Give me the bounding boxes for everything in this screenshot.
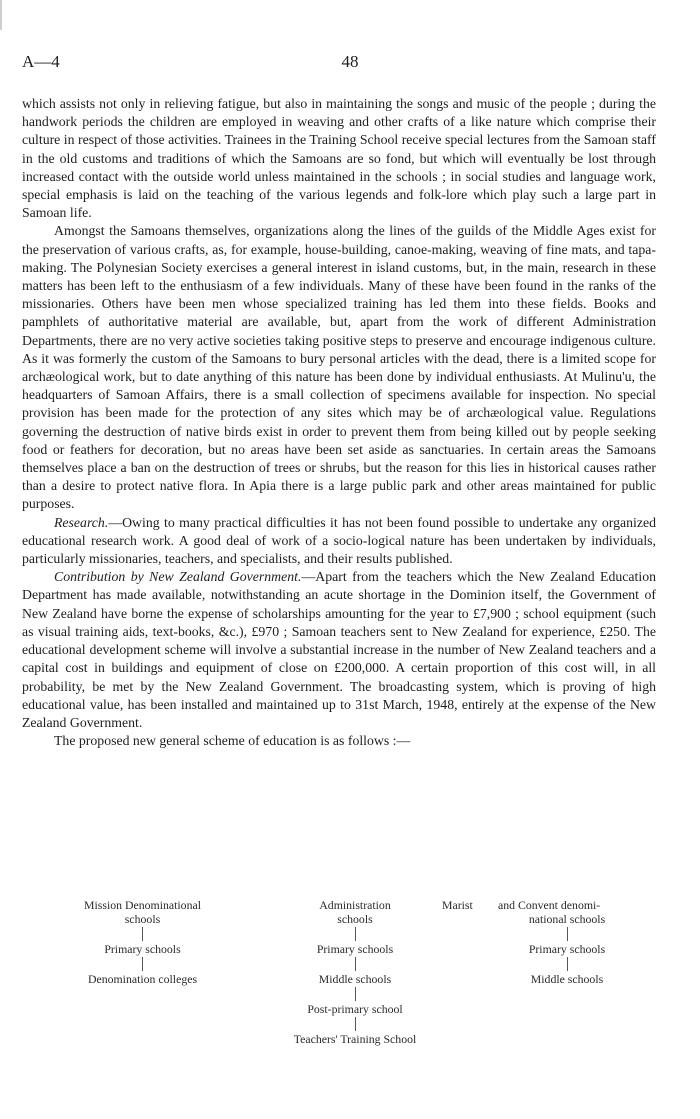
paragraph-research bbox=[22, 514, 656, 569]
education-scheme-diagram bbox=[22, 898, 656, 1048]
body-text bbox=[22, 95, 656, 750]
paragraph-lead-research: Research. bbox=[54, 514, 109, 530]
connector-line bbox=[567, 927, 568, 941]
mission-denomination-colleges: Denomination colleges bbox=[87, 972, 198, 986]
administration-post-primary-school: Post-primary school bbox=[307, 1002, 403, 1016]
mission-head-line1: Mission Denominational bbox=[84, 898, 201, 912]
paragraph-scheme-intro bbox=[22, 732, 656, 750]
marist-column bbox=[442, 898, 652, 986]
administration-column bbox=[250, 898, 460, 1046]
marist-primary-schools: Primary schools bbox=[528, 942, 606, 956]
paragraph-text: —Owing to many practical difficulties it has not been found possible to undertake any organized educational research work. A good deal of work of a socio-logical nature has been undertaken by individuals, particularly missionaries, teachers, and specialists, and their results published. bbox=[22, 514, 656, 567]
administration-head: Administration bbox=[319, 898, 391, 912]
marist-head-a: Marist bbox=[442, 898, 473, 912]
administration-middle-schools: Middle schools bbox=[318, 972, 392, 986]
connector-line bbox=[142, 927, 143, 941]
paragraph-text: which assists not only in relieving fatigue, but also in maintaining the songs and music of the people ; during the handwork periods the children are employed in weaving and other crafts of a like nature which comprise their culture in respect of those activities. Trainees in the Training School receive special lectures from the Samoan staff in the old customs and traditions of which the Samoans are so fond, but which will eventually be lost through increased contact with the outside world unless maintained in the schools ; in social studies and language work, special emphasis is laid on the teaching of the various legends and folk-lore which play such a large part in Samoan life. bbox=[22, 96, 656, 221]
connector-line bbox=[355, 927, 356, 941]
paragraph-text: Amongst the Samoans themselves, organizations along the lines of the guilds of the Middle Ages exist for the preservation of various crafts, as, for example, house-building, canoe-making, weaving of fine mats, and tapa-making. The Polynesian Society exercises a general interest in island customs, but, in the main, research in these matters has been left to the enthusiasm of a few individuals. Many of these have been found in the ranks of the missionaries. Others have been men whose specialized training has led them into these fields. Books and pamphlets of authoritative material are available, but, apart from the work of different Administration Departments, there are no very active societies taking positive steps to preserve and encourage indigenous culture. As it was formerly the custom of the Samoans to bury personal articles with the dead, there is a limited scope for archæological work, but to date anything of this nature has been done by individual enthusiasts. At Mulinu'u, the headquarters of Samoan Affairs, there is a small collection of specimens available for inspection. No special provision has been made for the protection of any sites which may be of archæological value. Regulations governing the destruction of native birds exist in order to prevent them from being killed out by people seeking food or feathers for decoration, but no areas have been set aside as sanctuaries. In certain areas the Samoans themselves place a ban on the destruction of trees or shrubs, but the reason for this lies in historical causes rather than a desire to protect native flora. In Apia there is a large public park and other areas maintained for public purposes. bbox=[22, 223, 656, 512]
connector-line bbox=[355, 1017, 356, 1031]
marist-middle-schools: Middle schools bbox=[530, 972, 604, 986]
connector-line bbox=[355, 957, 356, 971]
paragraph-text: The proposed new general scheme of education is as follows :— bbox=[54, 733, 411, 749]
paragraph-continued-culture bbox=[22, 95, 656, 222]
connector-line bbox=[355, 987, 356, 1001]
connector-line bbox=[142, 957, 143, 971]
paragraph-samoan-organizations bbox=[22, 222, 656, 513]
page-number: 48 bbox=[341, 52, 359, 71]
administration-primary-schools: Primary schools bbox=[316, 942, 394, 956]
scan-edge-mark bbox=[0, 0, 2, 30]
marist-head-line2: national schools bbox=[528, 912, 606, 926]
marist-head bbox=[442, 898, 652, 912]
administration-head-line2: schools bbox=[337, 912, 373, 926]
mission-primary-schools: Primary schools bbox=[104, 942, 181, 956]
marist-head-b: and Convent denomi- bbox=[498, 898, 601, 912]
administration-teachers-training-school: Teachers' Training School bbox=[293, 1032, 417, 1046]
paragraph-nz-contribution bbox=[22, 568, 656, 732]
paragraph-lead-contribution: Contribution by New Zealand Government. bbox=[54, 569, 302, 585]
connector-line bbox=[567, 957, 568, 971]
document-reference: A—4 bbox=[22, 52, 60, 71]
mission-column bbox=[40, 898, 245, 986]
paragraph-text: —Apart from the teachers which the New Zealand Education Department has made available, notwithstanding an acute shortage in the Dominion itself, the Government of New Zealand have borne the expense of scholarships amounting for the year to £7,900 ; school equipment (such as visual training aids, text-books, &c.), £970 ; Samoan teachers sent to New Zealand for experience, £250. The educational development scheme will involve a substantial increase in the number of New Zealand teachers and a capital cost in buildings and equipment of close on £200,000. A certain proportion of this cost will, in all probability, be met by the New Zealand Government. The broadcasting system, which is proving of high educational value, has been installed and maintained up to 31st March, 1948, entirely at the expense of the New Zealand Government. bbox=[22, 569, 656, 730]
page-header bbox=[22, 52, 678, 76]
mission-head-line2: schools bbox=[124, 912, 161, 926]
